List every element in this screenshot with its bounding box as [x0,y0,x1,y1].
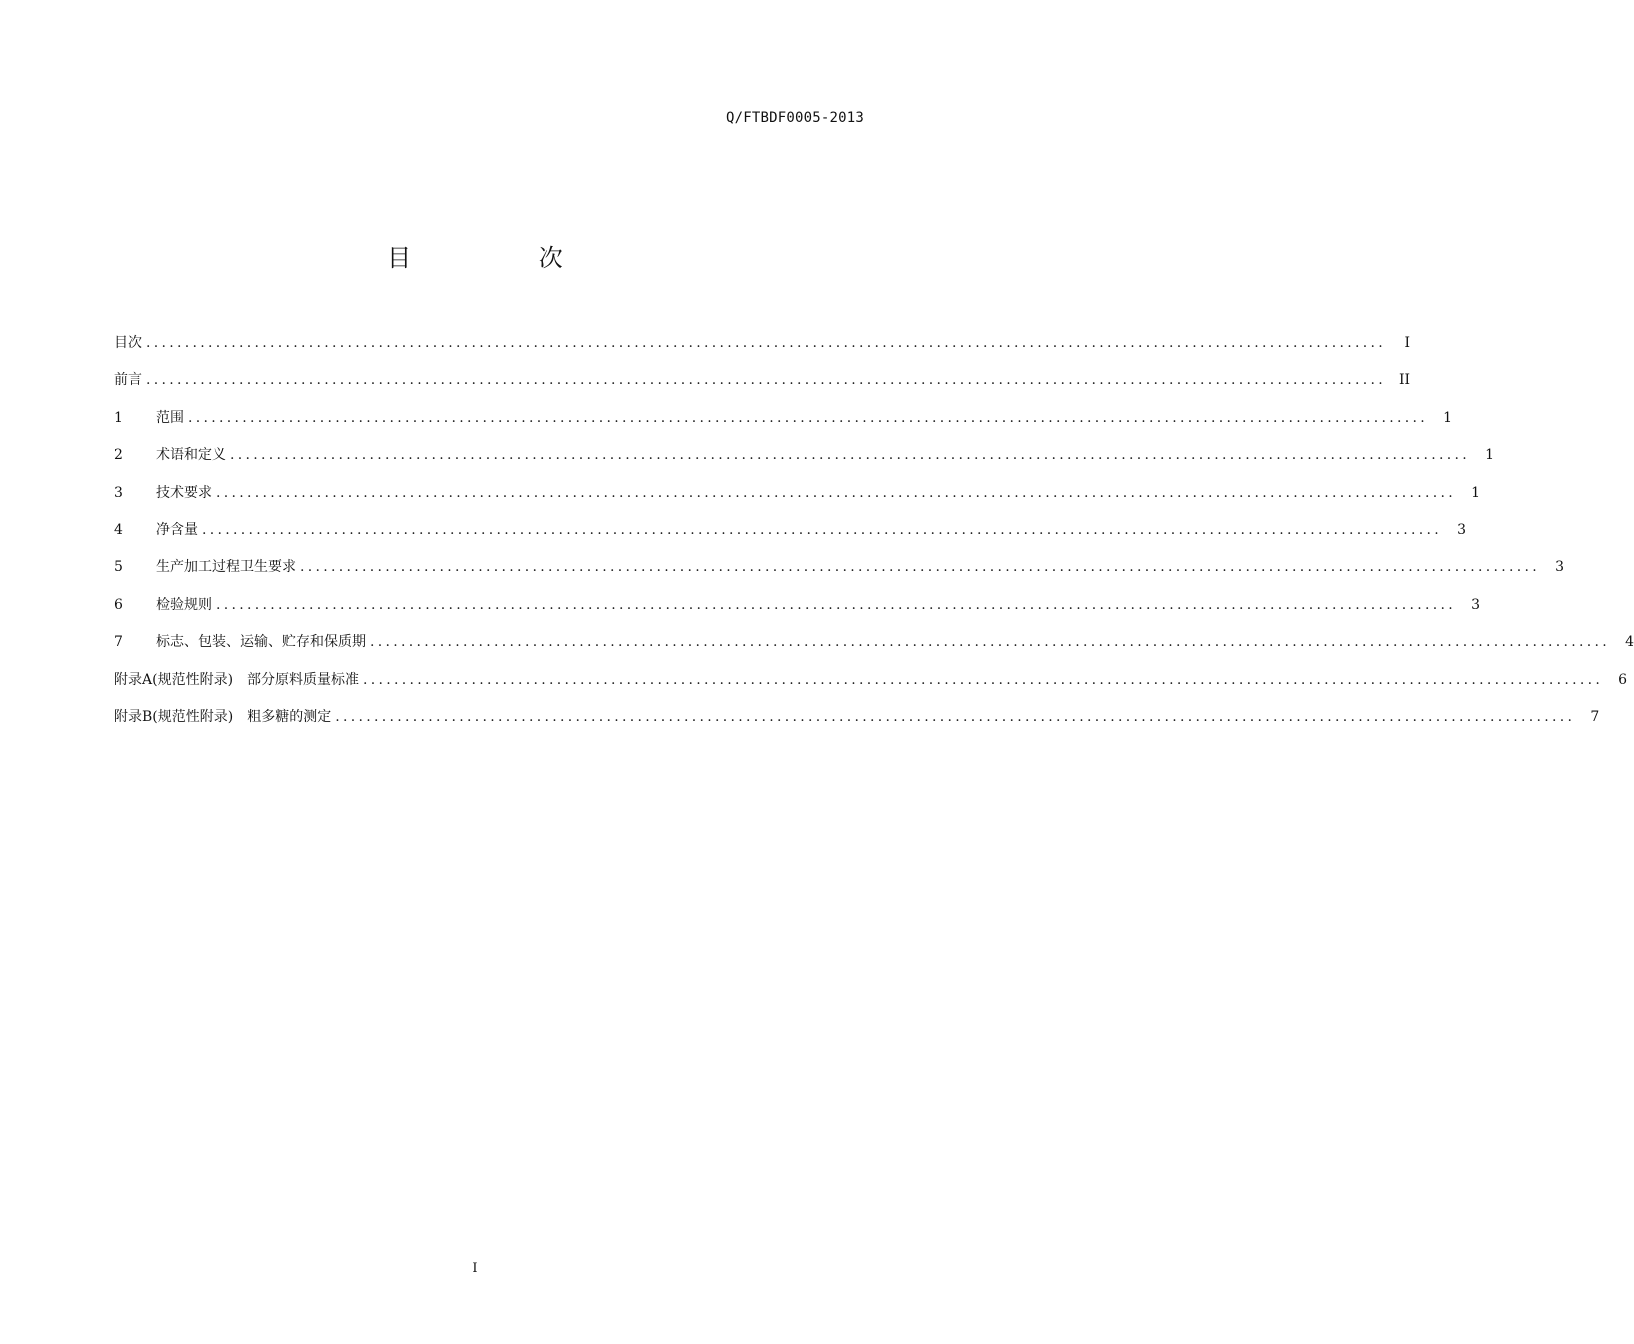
toc-entry-page: 1 [1471,484,1481,501]
toc-entry-page: 7 [1590,708,1600,725]
toc-entry-label: 附录A(规范性附录) 部分原料质量标准 [114,671,360,688]
dot-leader: ................................................................................................................................................................ [146,335,1387,351]
dot-leader: ................................................................................................................................................................ [216,596,1457,613]
toc-entry[interactable] [114,556,1565,593]
toc-entry-page: 4 [1625,634,1634,651]
toc-entry-page: 1 [1485,447,1495,464]
toc-entry-label: 净含量 [156,521,198,538]
toc-entry[interactable] [114,369,1411,406]
toc-entry-number: 5 [114,559,123,576]
document-code: Q/FTBDF0005-2013 [725,110,864,126]
toc-entry[interactable] [114,519,1467,556]
toc-entry-label: 生产加工过程卫生要求 [156,559,296,576]
toc-entry[interactable] [114,407,1453,444]
toc-entry-page: II [1398,372,1411,389]
toc-entry-label: 技术要求 [156,484,212,501]
toc-entry[interactable] [114,444,1495,481]
dot-leader: ................................................................................................................................................................ [370,634,1611,651]
toc-entry-number: 2 [114,447,123,464]
dot-leader: ................................................................................................................................................................ [363,671,1604,688]
toc-entry-number: 6 [114,596,123,613]
toc-entry-number: 7 [114,634,123,651]
dot-leader: ................................................................................................................................................................ [216,484,1457,501]
toc-entry-number: 1 [114,409,123,426]
dot-leader: ................................................................................................................................................................ [300,559,1541,576]
toc-entry-number: 3 [114,484,123,501]
dot-leader: ................................................................................................................................................................ [146,372,1387,389]
toc-entry[interactable] [114,706,1600,743]
toc-entry-label: 标志、包装、运输、贮存和保质期 [156,634,366,651]
dot-leader: ................................................................................................................................................................ [335,708,1576,725]
toc-entry[interactable] [114,669,1628,706]
toc-entry-label: 术语和定义 [156,447,226,464]
toc-entry-number: 4 [114,521,123,538]
toc-entry[interactable] [114,631,1634,668]
toc-entry[interactable] [114,594,1481,631]
toc-entry-label: 前言 [114,372,142,389]
dot-leader: ................................................................................................................................................................ [188,409,1429,426]
toc-entry-label: 目次 [114,335,142,351]
toc-entry[interactable] [114,332,1411,369]
toc-entry-label: 范围 [156,409,184,426]
table-of-contents [114,332,1634,743]
toc-entry-page: 6 [1618,671,1628,688]
toc-entry-page: 3 [1555,559,1565,576]
toc-entry[interactable] [114,482,1481,519]
toc-entry-page: 3 [1471,596,1481,613]
toc-entry-page: 3 [1457,521,1467,538]
toc-entry-page: 1 [1443,409,1453,426]
dot-leader: ................................................................................................................................................................ [230,447,1471,464]
toc-entry-page: I [1404,335,1411,351]
page-number: I [472,1261,478,1276]
toc-entry-label: 检验规则 [156,596,212,613]
toc-entry-label: 附录B(规范性附录) 粗多糖的测定 [114,708,332,725]
toc-title: 目 次 [387,244,623,272]
dot-leader: ................................................................................................................................................................ [202,521,1443,538]
